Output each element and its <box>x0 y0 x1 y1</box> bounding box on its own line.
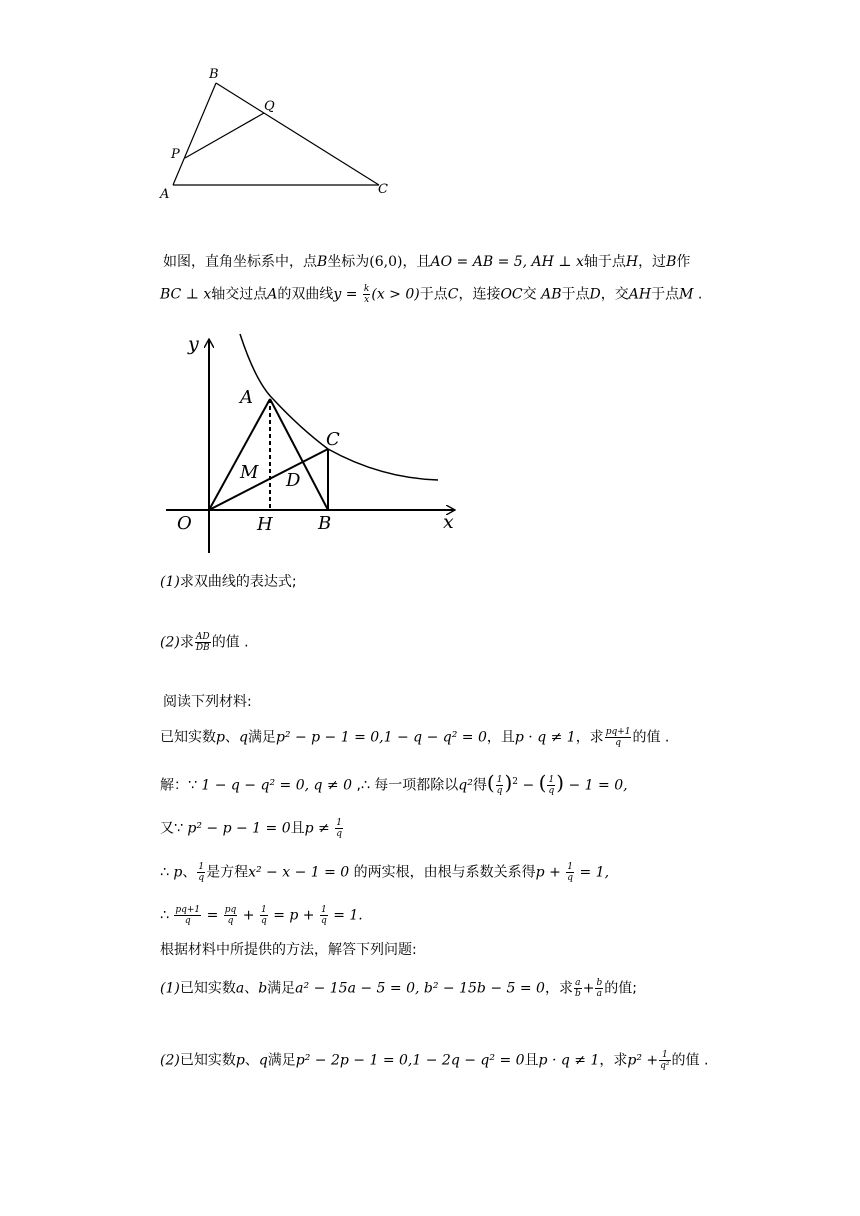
math: a² − 15a − 5 = 0, b² − 15b − 5 = 0 <box>295 980 545 997</box>
text: 满足 <box>267 1052 296 1069</box>
text: ，求 <box>599 1052 628 1069</box>
math: A <box>267 286 278 303</box>
paren-open: ( <box>538 770 547 795</box>
paren-close: ) <box>504 770 513 795</box>
math: y = <box>333 286 358 303</box>
math: 1 − q − q² = 0, q ≠ 0 <box>201 777 353 794</box>
denominator: q <box>567 873 574 883</box>
label-C: C <box>326 429 340 450</box>
label-x: x <box>443 511 454 533</box>
text: ，过 <box>638 254 667 270</box>
text: 于点 <box>561 286 590 303</box>
question-number: (1) <box>160 574 180 590</box>
math: − 1 = 0, <box>568 777 628 794</box>
label-y: y <box>188 333 199 355</box>
math: (x > 0) <box>371 286 420 303</box>
segment-AB <box>173 83 216 185</box>
math: + <box>242 907 255 924</box>
denominator: q <box>615 738 621 748</box>
numerator: pq+1 <box>175 905 201 915</box>
text: 根据材料中所提供的方法，解答下列问题: <box>160 942 417 958</box>
text: 、 <box>244 980 259 997</box>
numerator: 1 <box>496 775 503 786</box>
denominator: DB <box>195 643 210 653</box>
numerator: pq <box>224 905 237 915</box>
math: = 1. <box>333 907 363 924</box>
text: ,∴ 每一项都除以 <box>352 777 459 794</box>
label-P: P <box>171 147 180 162</box>
math: M <box>679 286 694 303</box>
label-D: D <box>286 470 301 491</box>
denominator: q <box>548 786 555 797</box>
math: AB <box>541 286 562 303</box>
denominator: a <box>596 989 603 999</box>
text: ，求 <box>575 729 604 746</box>
math: p² − p − 1 = 0 <box>187 820 291 837</box>
math: x² − x − 1 = 0 <box>248 864 350 881</box>
math: p · q ≠ 1 <box>514 729 576 746</box>
text: 轴于点 <box>583 254 626 270</box>
therefore-line1 <box>160 862 609 883</box>
math: p <box>235 1052 245 1069</box>
text: 且 <box>290 820 305 837</box>
reading-heading <box>163 692 252 712</box>
denominator: q <box>496 786 503 797</box>
text: 作 <box>676 254 691 270</box>
math: q <box>238 729 248 746</box>
text: 满足 <box>247 729 276 746</box>
label-M: M <box>240 462 259 483</box>
denominator: q <box>260 916 267 926</box>
text: ∴ <box>160 907 174 924</box>
label-Q: Q <box>264 99 275 114</box>
denominator: q <box>227 916 234 926</box>
fraction-AD-over-DB <box>195 632 211 653</box>
label-B: B <box>209 67 219 82</box>
text: 的两实根，由根与系数关系得 <box>349 864 536 881</box>
text: 已知实数 <box>179 1052 236 1069</box>
numerator: 1 <box>320 905 327 915</box>
text: 已知实数 <box>160 729 216 746</box>
text: 且 <box>524 1052 539 1069</box>
fraction-1-over-q <box>197 862 205 883</box>
math: p · q ≠ 1 <box>538 1052 600 1069</box>
label-A: A <box>160 187 170 202</box>
also-line <box>160 818 344 839</box>
math: p² + <box>627 1052 659 1069</box>
text: 于点 <box>651 286 680 303</box>
material-line1 <box>160 727 669 748</box>
fraction-a-over-b <box>574 978 582 999</box>
text: 求 <box>179 634 194 651</box>
numerator: 1 <box>567 862 574 872</box>
text: 、 <box>244 1052 259 1069</box>
fraction-pq1-over-q <box>605 727 632 748</box>
therefore-line2 <box>160 905 363 926</box>
fraction-k-over-x <box>363 284 370 305</box>
question-number: (2) <box>160 1052 180 1069</box>
numerator: 1 <box>659 1050 670 1061</box>
problem1-line1 <box>163 252 690 272</box>
math: p + <box>535 864 561 881</box>
math: (6,0) <box>369 254 403 270</box>
math: b <box>258 980 268 997</box>
label-C: C <box>378 182 388 197</box>
denominator: x <box>364 295 370 305</box>
numerator: AD <box>195 632 210 642</box>
math: C <box>447 286 459 303</box>
label-B: B <box>318 513 332 534</box>
text: 的值; <box>604 980 637 997</box>
text: 、 <box>224 729 239 746</box>
text: 又∵ <box>160 820 188 837</box>
label-A: A <box>240 387 253 408</box>
text: 轴交过点 <box>211 286 268 303</box>
question-number: (2) <box>160 634 180 651</box>
fraction-1-over-q <box>566 862 574 883</box>
segment-PQ <box>185 113 264 158</box>
math: p <box>173 864 183 881</box>
text: 得 <box>472 777 487 794</box>
text: . <box>693 286 703 303</box>
math: q² <box>458 777 473 794</box>
fraction-1-over-q <box>260 905 268 926</box>
text: 的值 . <box>671 1052 709 1069</box>
question-1 <box>160 572 297 592</box>
text: 的值 . <box>211 634 249 651</box>
label-O: O <box>177 513 192 534</box>
numerator: a <box>575 978 581 988</box>
denominator: q <box>320 916 327 926</box>
math: B <box>666 254 677 270</box>
label-H: H <box>257 514 273 535</box>
text: 如图，直角坐标系中，点 <box>163 254 317 270</box>
fraction-1-over-q <box>547 775 555 796</box>
fraction-1-over-q <box>320 905 328 926</box>
exponent-2: 2 <box>512 777 518 787</box>
text: 的值 . <box>632 729 670 746</box>
text: 求双曲线的表达式; <box>179 574 297 590</box>
denominator: q <box>336 829 342 839</box>
math: q <box>258 1052 268 1069</box>
numerator: 1 <box>336 818 342 828</box>
triangle-figure <box>155 62 395 202</box>
paren-open: ( <box>486 770 495 795</box>
math: a <box>235 980 245 997</box>
problem1-line2 <box>160 284 702 305</box>
paren-close: ) <box>556 770 565 795</box>
fraction-1-over-q <box>335 818 343 839</box>
math: BC ⊥ x <box>160 286 212 303</box>
denominator: q <box>198 873 205 883</box>
text: ，求 <box>544 980 573 997</box>
text: 交 <box>522 286 542 303</box>
numerator: 1 <box>198 862 205 872</box>
subquestion-1 <box>160 978 637 999</box>
fraction-1-over-q-squared <box>659 1050 670 1071</box>
fraction-pq1-over-q <box>174 905 201 926</box>
text: 解：∵ <box>160 777 202 794</box>
math: B <box>317 254 328 270</box>
text: 阅读下列材料: <box>163 694 252 710</box>
math: p² − 2p − 1 = 0,1 − 2q − q² = 0 <box>295 1052 525 1069</box>
subquestion-2 <box>160 1050 708 1071</box>
numerator: pq+1 <box>605 727 631 737</box>
denominator: q² <box>660 1061 670 1071</box>
math: AH <box>628 286 652 303</box>
numerator: b <box>596 978 603 988</box>
math: p <box>216 729 225 746</box>
question-number: (1) <box>160 980 180 997</box>
text: 是方程 <box>206 864 249 881</box>
segment-BC <box>216 83 379 185</box>
text: 、 <box>182 864 197 881</box>
text: ，连接 <box>458 286 501 303</box>
hyperbola-figure <box>160 328 470 560</box>
denominator: q <box>184 916 191 926</box>
math: AO = AB = 5, AH ⊥ x <box>430 254 584 270</box>
fraction-pq-over-q <box>224 905 238 926</box>
numerator: 1 <box>260 905 267 915</box>
math: p ≠ <box>304 820 330 837</box>
solution-line <box>160 772 628 796</box>
math: D <box>589 286 601 303</box>
minus-sign: − <box>522 777 535 794</box>
text: 坐标为 <box>327 254 370 270</box>
math: = p + <box>273 907 315 924</box>
math: OC <box>500 286 523 303</box>
text: ，且 <box>486 729 515 746</box>
text: ∴ <box>160 864 174 881</box>
math: = 1, <box>579 864 610 881</box>
fraction-b-over-a <box>595 978 603 999</box>
text: 满足 <box>267 980 296 997</box>
fraction-1-over-q <box>496 775 504 796</box>
math: H <box>625 254 639 270</box>
math: p² − p − 1 = 0,1 − q − q² = 0 <box>275 729 487 746</box>
math: + <box>582 980 595 997</box>
numerator: k <box>363 284 370 294</box>
basis-line <box>160 940 417 960</box>
text: ，交 <box>600 286 629 303</box>
text: ，且 <box>402 254 431 270</box>
text: 已知实数 <box>179 980 236 997</box>
numerator: 1 <box>548 775 555 786</box>
denominator: b <box>574 989 581 999</box>
text: 于点 <box>419 286 448 303</box>
math: = <box>206 907 219 924</box>
text: 的双曲线 <box>277 286 334 303</box>
question-2 <box>160 632 249 653</box>
